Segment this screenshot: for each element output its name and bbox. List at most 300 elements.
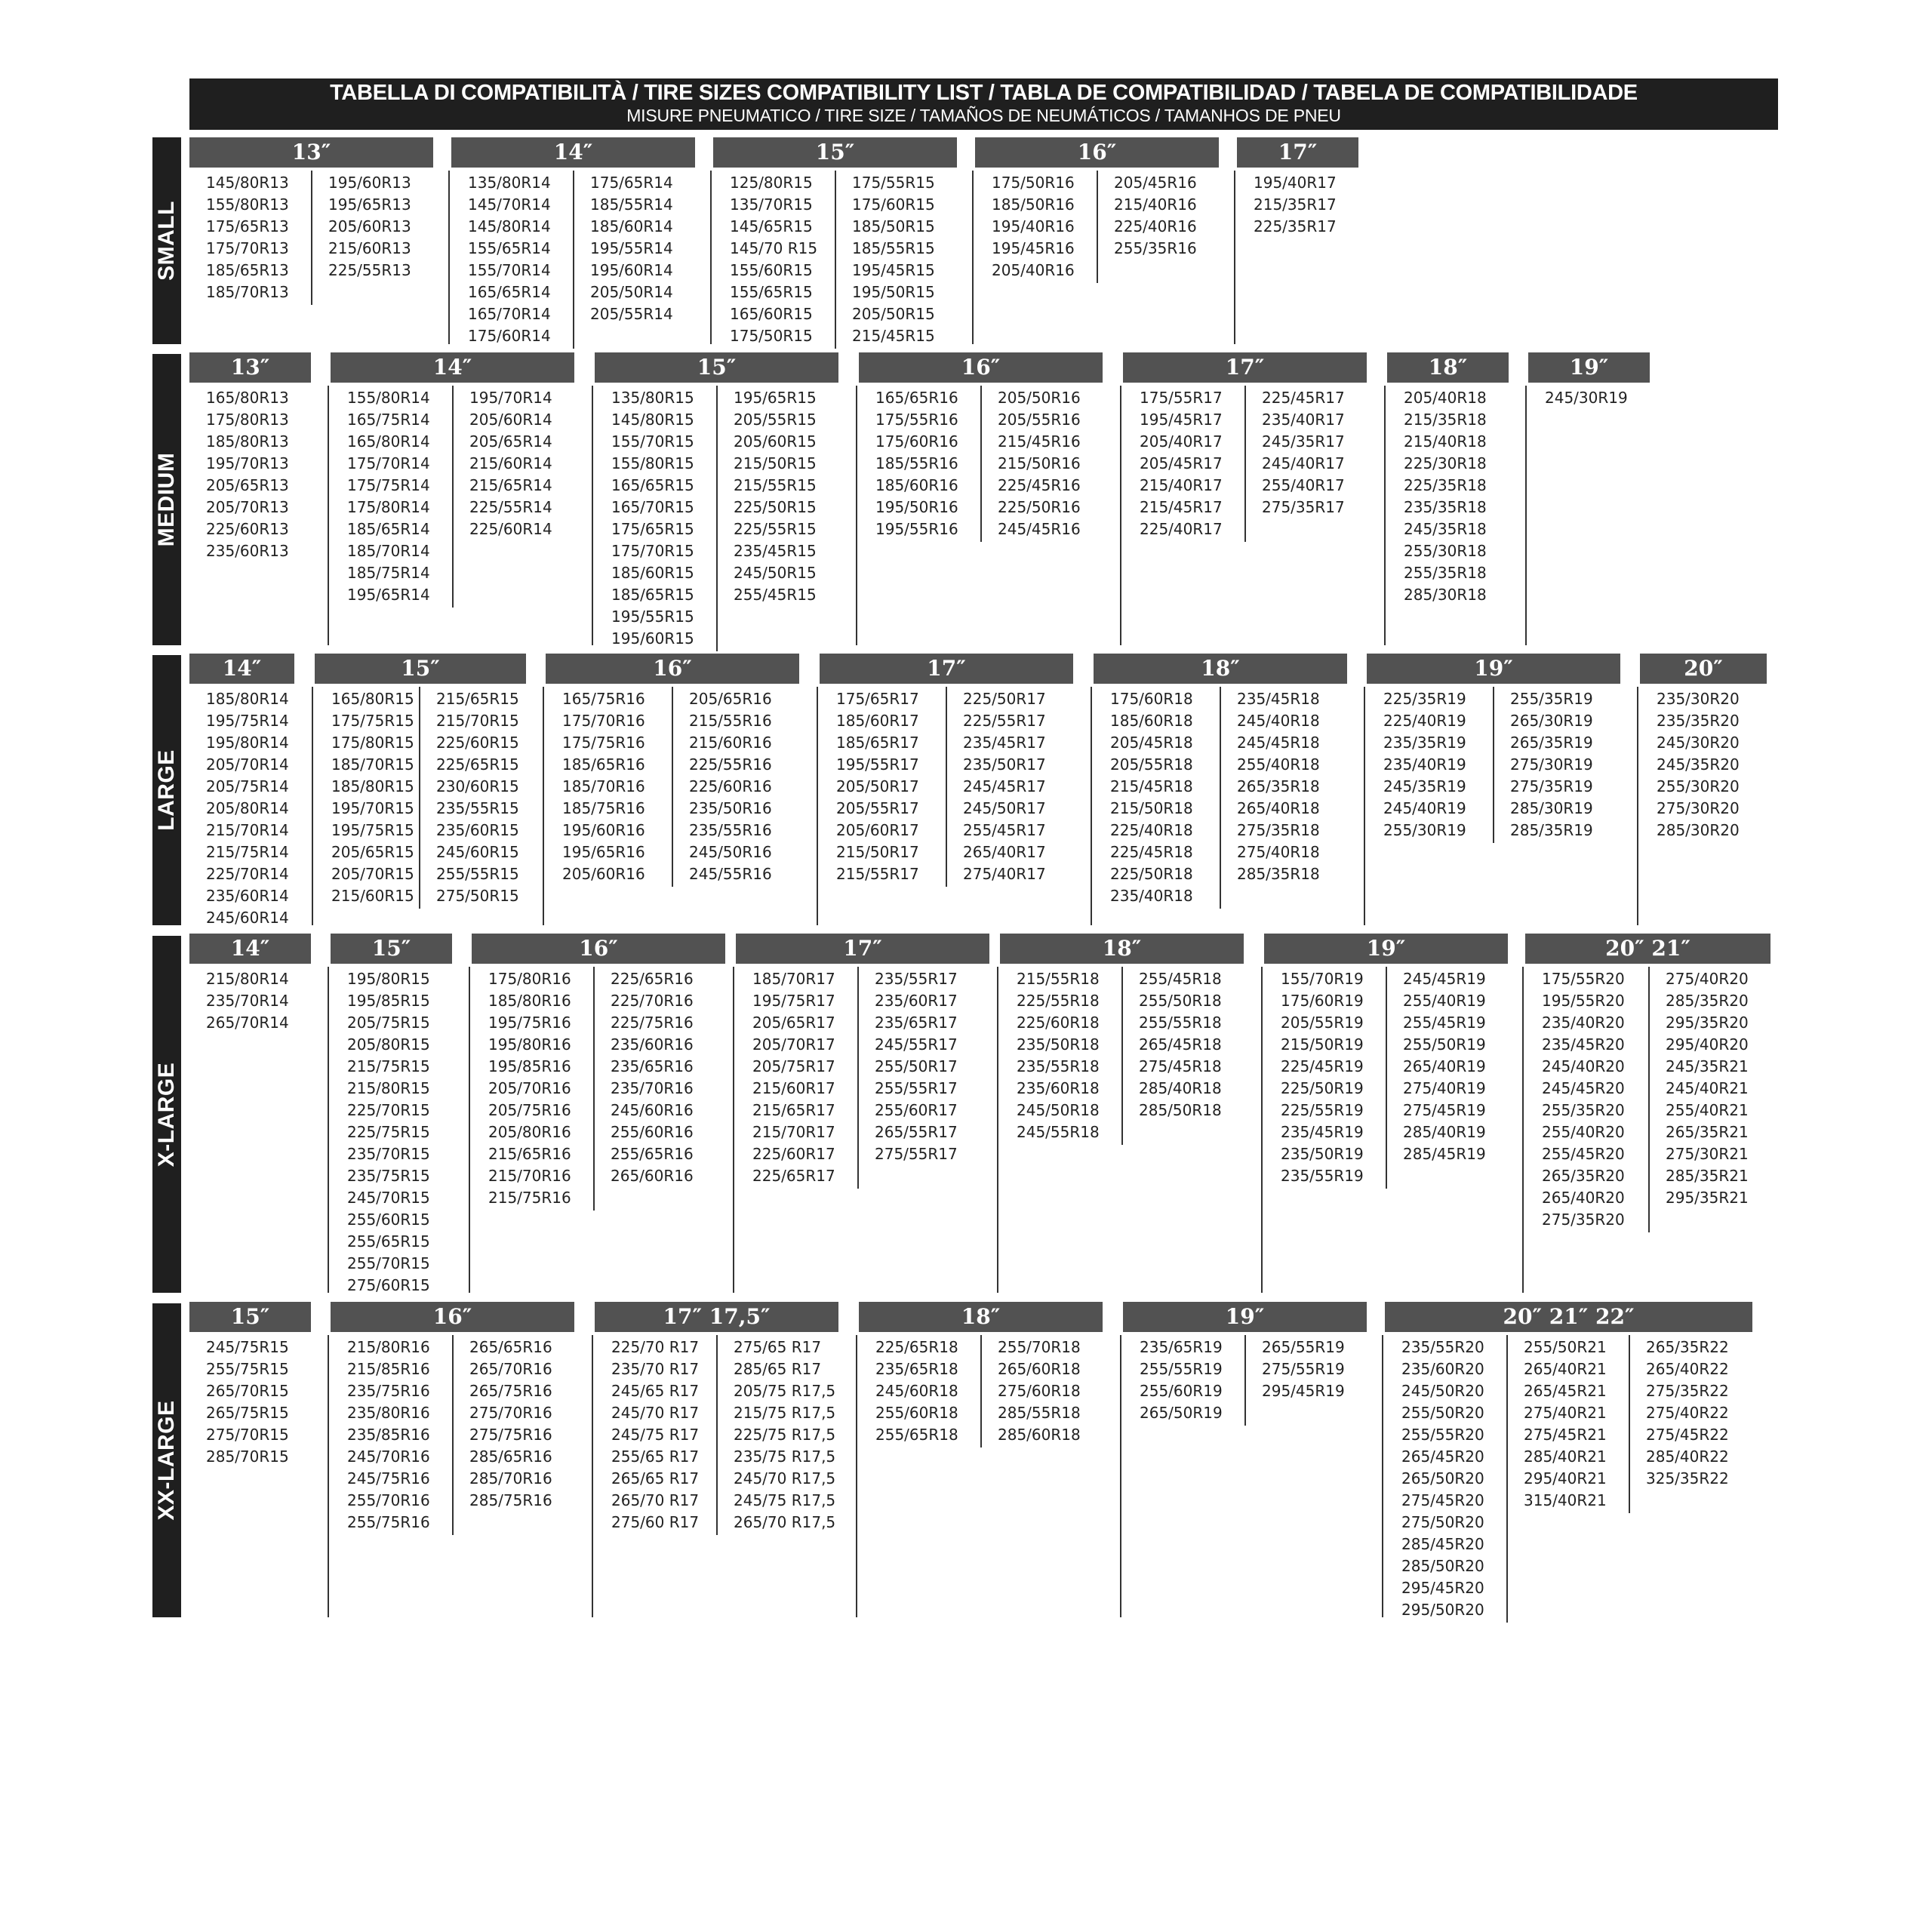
- tire-size: 265/40R20: [1542, 1189, 1625, 1207]
- tire-size: 225/45R19: [1281, 1057, 1364, 1075]
- tire-size: 235/60R17: [875, 992, 958, 1010]
- tire-size: 275/50R15: [436, 887, 519, 905]
- tire-size: 195/85R15: [347, 992, 430, 1010]
- tire-size: 245/40R18: [1237, 712, 1320, 730]
- tire-size: 285/45R20: [1401, 1535, 1484, 1553]
- tire-size: 215/45R15: [852, 327, 935, 345]
- tire-size: 175/60R18: [1110, 690, 1193, 708]
- tire-size: 255/35R20: [1542, 1101, 1625, 1119]
- tire-size: 285/50R20: [1401, 1557, 1484, 1575]
- tire-size: 265/35R21: [1666, 1123, 1749, 1141]
- tire-size: 195/55R17: [836, 755, 919, 774]
- group-divider: [1120, 1335, 1121, 1617]
- tire-size-column: [1403, 968, 1486, 1165]
- tire-size: 265/35R18: [1237, 777, 1320, 795]
- tire-size: 195/70R14: [469, 389, 552, 407]
- tire-size: 175/80R13: [206, 411, 289, 429]
- tire-size: 235/50R17: [963, 755, 1046, 774]
- rim-group-x-large: [1525, 934, 1770, 1293]
- tire-size: 215/85R16: [347, 1360, 430, 1378]
- rim-size-header: 19″: [1367, 654, 1620, 684]
- tire-size-column: [689, 688, 772, 885]
- tire-size: 255/65R18: [875, 1426, 958, 1444]
- tire-size: 275/40R17: [963, 865, 1046, 883]
- tire-size: 225/35R18: [1404, 476, 1487, 494]
- tire-size: 175/50R15: [730, 327, 813, 345]
- tire-size: 165/65R16: [875, 389, 958, 407]
- column-divider: [1220, 687, 1221, 909]
- section-label-text: LARGE: [154, 749, 179, 831]
- tire-size: 235/60R14: [206, 887, 289, 905]
- tire-size: 195/60R14: [590, 261, 673, 279]
- tire-size: 265/35R20: [1542, 1167, 1625, 1185]
- tire-size: 155/70R14: [468, 261, 551, 279]
- tire-size: 215/70R17: [752, 1123, 835, 1141]
- tire-size-column: [1545, 387, 1628, 409]
- rim-group-medium: [1528, 352, 1650, 645]
- column-divider: [1121, 967, 1123, 1145]
- tire-size: 185/65R13: [206, 261, 289, 279]
- rim-group-large: [189, 654, 294, 925]
- tire-size: 255/75R16: [347, 1513, 430, 1531]
- rim-size-header: 14″: [189, 654, 294, 684]
- rim-group-x-large: [331, 934, 452, 1293]
- tire-size: 245/45R18: [1237, 734, 1320, 752]
- tire-size: 235/60R13: [206, 542, 289, 560]
- tire-size: 275/70R16: [469, 1404, 552, 1422]
- tire-size: 245/35R18: [1404, 520, 1487, 538]
- tire-size-column: [469, 387, 552, 540]
- tire-size: 215/70R16: [488, 1167, 571, 1185]
- tire-size-column: [1524, 1337, 1607, 1512]
- rim-group-large: [315, 654, 526, 925]
- tire-size: 225/50R18: [1110, 865, 1193, 883]
- group-divider: [1120, 386, 1121, 645]
- tire-size: 275/35R19: [1510, 777, 1593, 795]
- tire-size: 275/75R16: [469, 1426, 552, 1444]
- tire-size: 255/45R18: [1139, 970, 1222, 988]
- tire-size: 235/75R15: [347, 1167, 430, 1185]
- tire-size: 205/65R14: [469, 432, 552, 451]
- tire-size: 175/70R15: [611, 542, 694, 560]
- tire-size: 175/60R15: [852, 195, 935, 214]
- tire-size: 225/60R16: [689, 777, 772, 795]
- tire-size: 295/50R20: [1401, 1601, 1484, 1619]
- tire-size: 185/70R15: [331, 755, 414, 774]
- tire-size: 265/30R19: [1510, 712, 1593, 730]
- tire-size: 275/45R19: [1403, 1101, 1486, 1119]
- tire-size-column: [1657, 688, 1740, 841]
- tire-size: 225/65R18: [875, 1338, 958, 1356]
- tire-size: 245/60R14: [206, 909, 289, 927]
- tire-size-column: [347, 387, 430, 606]
- tire-size: 205/70R15: [331, 865, 414, 883]
- tire-size: 245/70R16: [347, 1447, 430, 1466]
- tire-size: 255/35R16: [1114, 239, 1197, 257]
- tire-size: 265/60R18: [998, 1360, 1081, 1378]
- rim-size-header: 16″: [859, 352, 1103, 383]
- tire-size: 285/35R19: [1510, 821, 1593, 839]
- rim-group-large: [1094, 654, 1347, 925]
- tire-size: 205/70R13: [206, 498, 289, 516]
- tire-size: 235/40R18: [1110, 887, 1193, 905]
- column-divider: [593, 967, 595, 1211]
- tire-size: 215/65R16: [488, 1145, 571, 1163]
- tire-size: 295/45R20: [1401, 1579, 1484, 1597]
- group-divider: [710, 171, 712, 344]
- rim-group-x-large: [189, 934, 311, 1293]
- tire-size: 185/50R16: [992, 195, 1075, 214]
- tire-size: 275/35R22: [1646, 1382, 1729, 1400]
- tire-size: 215/55R16: [689, 712, 772, 730]
- tire-size: 195/70R13: [206, 454, 289, 472]
- rim-group-small: [189, 137, 433, 344]
- rim-group-medium: [1387, 352, 1509, 645]
- group-divider: [1384, 386, 1386, 645]
- tire-size: 265/70R14: [206, 1014, 289, 1032]
- tire-size: 175/70R13: [206, 239, 289, 257]
- rim-size-header: 13″: [189, 352, 311, 383]
- column-divider: [857, 967, 859, 1189]
- tire-size: 255/30R20: [1657, 777, 1740, 795]
- tire-size: 205/75 R17,5: [734, 1382, 836, 1400]
- tire-size: 255/55R19: [1140, 1360, 1223, 1378]
- tire-size: 245/45R19: [1403, 970, 1486, 988]
- tire-size: 185/70R16: [562, 777, 645, 795]
- tire-size: 265/40R19: [1403, 1057, 1486, 1075]
- tire-size: 195/60R16: [562, 821, 645, 839]
- tire-size: 165/70R15: [611, 498, 694, 516]
- tire-size: 225/30R18: [1404, 454, 1487, 472]
- tire-size: 245/35R17: [1262, 432, 1345, 451]
- group-divider: [1091, 687, 1092, 925]
- rim-size-header: 16″: [331, 1302, 574, 1332]
- tire-size: 235/80R16: [347, 1404, 430, 1422]
- tire-size-column: [562, 688, 645, 885]
- tire-size: 245/30R20: [1657, 734, 1740, 752]
- tire-size: 185/65R14: [347, 520, 430, 538]
- tire-size: 235/60R16: [611, 1035, 694, 1054]
- tire-size: 155/80R13: [206, 195, 289, 214]
- tire-size: 195/75R16: [488, 1014, 571, 1032]
- tire-size: 295/45R19: [1262, 1382, 1345, 1400]
- tire-size: 205/60R16: [562, 865, 645, 883]
- tire-size: 185/55R14: [590, 195, 673, 214]
- tire-size: 175/80R14: [347, 498, 430, 516]
- column-divider: [835, 171, 836, 349]
- tire-size: 235/65R17: [875, 1014, 958, 1032]
- tire-size: 275/45R18: [1139, 1057, 1222, 1075]
- tire-size: 205/60R17: [836, 821, 919, 839]
- rim-size-header: 17″ 17,5″: [595, 1302, 838, 1332]
- tire-size: 235/55R19: [1281, 1167, 1364, 1185]
- column-divider: [419, 687, 420, 909]
- tire-size: 125/80R15: [730, 174, 813, 192]
- tire-size: 215/65R17: [752, 1101, 835, 1119]
- tire-size: 265/45R20: [1401, 1447, 1484, 1466]
- tire-size-column: [488, 968, 571, 1209]
- tire-size-column: [852, 172, 935, 347]
- tire-size-column: [734, 387, 817, 606]
- tire-size: 235/65R18: [875, 1360, 958, 1378]
- tire-size: 285/40R19: [1403, 1123, 1486, 1141]
- tire-size: 245/40R19: [1383, 799, 1466, 817]
- group-divider: [1522, 967, 1524, 1293]
- tire-size: 265/70R16: [469, 1360, 552, 1378]
- tire-size: 185/80R13: [206, 432, 289, 451]
- tire-size: 215/40R17: [1140, 476, 1223, 494]
- tire-size: 265/70 R17,5: [734, 1513, 836, 1531]
- tire-size: 225/55R14: [469, 498, 552, 516]
- tire-size: 175/60R16: [875, 432, 958, 451]
- tire-size: 255/55R18: [1139, 1014, 1222, 1032]
- tire-size: 195/75R14: [206, 712, 289, 730]
- tire-size: 255/65R16: [611, 1145, 694, 1163]
- tire-size: 225/55R18: [1017, 992, 1100, 1010]
- tire-size: 165/65R14: [468, 283, 551, 301]
- tire-size: 255/70R18: [998, 1338, 1081, 1356]
- group-divider: [1382, 1335, 1383, 1617]
- section-label-text: X-LARGE: [154, 1062, 179, 1167]
- tire-size: 215/55R15: [734, 476, 817, 494]
- tire-size: 175/65R17: [836, 690, 919, 708]
- tire-size: 285/30R20: [1657, 821, 1740, 839]
- tire-size: 225/55R13: [328, 261, 411, 279]
- tire-size-column: [1542, 968, 1625, 1231]
- tire-size-column: [752, 968, 835, 1187]
- tire-size: 205/70R17: [752, 1035, 835, 1054]
- tire-size: 205/75R17: [752, 1057, 835, 1075]
- tire-size: 255/50R21: [1524, 1338, 1607, 1356]
- tire-size: 275/30R19: [1510, 755, 1593, 774]
- tire-size: 185/70R17: [752, 970, 835, 988]
- tire-size: 205/40R17: [1140, 432, 1223, 451]
- tire-size-column: [1139, 968, 1222, 1121]
- tire-size: 215/55R17: [836, 865, 919, 883]
- tire-size: 285/40R21: [1524, 1447, 1607, 1466]
- rim-group-xx-large: [1123, 1302, 1367, 1617]
- tire-size: 205/75R14: [206, 777, 289, 795]
- group-divider: [1234, 171, 1235, 344]
- tire-size: 245/50R20: [1401, 1382, 1484, 1400]
- rim-size-header: 18″: [1000, 934, 1244, 964]
- group-divider: [1637, 687, 1638, 925]
- tire-size-column: [1281, 968, 1364, 1187]
- column-divider: [946, 687, 947, 887]
- tire-size: 175/75R14: [347, 476, 430, 494]
- tire-size: 195/55R15: [611, 608, 694, 626]
- tire-size: 255/60R17: [875, 1101, 958, 1119]
- tire-size-column: [730, 172, 817, 347]
- rim-size-header: 18″: [859, 1302, 1103, 1332]
- tire-size: 185/60R16: [875, 476, 958, 494]
- tire-size: 235/40R19: [1383, 755, 1466, 774]
- tire-size: 245/75R16: [347, 1469, 430, 1487]
- tire-size: 195/60R15: [611, 629, 694, 648]
- table-title: TABELLA DI COMPATIBILITÀ / TIRE SIZES COMPATIBILITY LIST / TABLA DE COMPATIBILIDAD / TABELA DE COMPATIBILIDADE: [330, 81, 1638, 105]
- tire-size: 245/45R17: [963, 777, 1046, 795]
- tire-size: 175/60R19: [1281, 992, 1364, 1010]
- tire-size: 265/55R19: [1262, 1338, 1345, 1356]
- tire-size: 225/55R16: [689, 755, 772, 774]
- tire-size: 255/30R18: [1404, 542, 1487, 560]
- tire-size: 145/80R15: [611, 411, 694, 429]
- tire-size: 225/70R15: [347, 1101, 430, 1119]
- tire-size: 285/30R19: [1510, 799, 1593, 817]
- tire-size: 245/45R20: [1542, 1079, 1625, 1097]
- tire-size: 265/35R19: [1510, 734, 1593, 752]
- tire-size-column: [206, 387, 289, 562]
- tire-size: 245/75 R17,5: [734, 1491, 836, 1509]
- rim-group-x-large: [736, 934, 989, 1293]
- tire-size-column: [998, 1337, 1081, 1446]
- tire-size: 235/70R16: [611, 1079, 694, 1097]
- tire-size: 255/60R19: [1140, 1382, 1223, 1400]
- tire-size: 255/55R15: [436, 865, 519, 883]
- tire-size: 255/60R16: [611, 1123, 694, 1141]
- tire-size: 215/35R18: [1404, 411, 1487, 429]
- tire-size: 165/75R16: [562, 690, 645, 708]
- tire-size: 205/40R18: [1404, 389, 1487, 407]
- rim-group-small: [713, 137, 957, 344]
- tire-size-column: [206, 1337, 289, 1468]
- tire-size: 205/55R15: [734, 411, 817, 429]
- section-label-text: MEDIUM: [154, 452, 179, 547]
- tire-size: 235/45R15: [734, 542, 817, 560]
- tire-size: 195/65R16: [562, 843, 645, 861]
- column-divider: [1506, 1335, 1508, 1623]
- tire-size: 255/40R17: [1262, 476, 1345, 494]
- tire-size: 215/40R18: [1404, 432, 1487, 451]
- tire-size: 185/65R17: [836, 734, 919, 752]
- tire-size-column: [206, 688, 289, 929]
- group-divider: [856, 1335, 857, 1617]
- tire-size: 265/70 R17: [611, 1491, 700, 1509]
- tire-size: 275/45R21: [1524, 1426, 1607, 1444]
- tire-size: 185/75R16: [562, 799, 645, 817]
- tire-size: 245/70 R17,5: [734, 1469, 836, 1487]
- tire-size: 155/80R14: [347, 389, 430, 407]
- group-divider: [856, 386, 857, 645]
- rim-size-header: 17″: [1237, 137, 1358, 168]
- group-divider: [328, 967, 329, 1293]
- tire-size: 175/70R16: [562, 712, 645, 730]
- tire-size: 315/40R21: [1524, 1491, 1607, 1509]
- tire-size: 265/40R17: [963, 843, 1046, 861]
- tire-size: 295/35R20: [1666, 1014, 1749, 1032]
- tire-size: 215/50R17: [836, 843, 919, 861]
- tire-size: 205/45R17: [1140, 454, 1223, 472]
- tire-size: 165/70R14: [468, 305, 551, 323]
- tire-size: 255/35R18: [1404, 564, 1487, 582]
- tire-size: 155/65R15: [730, 283, 813, 301]
- tire-size-column: [992, 172, 1075, 281]
- tire-size: 255/50R19: [1403, 1035, 1486, 1054]
- tire-size: 275/65 R17: [734, 1338, 822, 1356]
- tire-size: 265/45R18: [1139, 1035, 1222, 1054]
- group-divider: [312, 687, 313, 925]
- tire-size: 175/75R15: [331, 712, 414, 730]
- rim-group-x-large: [1000, 934, 1244, 1293]
- group-divider: [997, 967, 998, 1293]
- tire-size: 235/55R16: [689, 821, 772, 839]
- tire-size: 275/60 R17: [611, 1513, 700, 1531]
- tire-size-column: [1140, 387, 1223, 540]
- tire-size: 255/65R15: [347, 1232, 430, 1251]
- tire-size: 205/55R19: [1281, 1014, 1364, 1032]
- tire-size: 195/40R16: [992, 217, 1075, 235]
- tire-size: 205/80R15: [347, 1035, 430, 1054]
- rim-size-header: 15″: [331, 934, 452, 964]
- tire-size: 185/65R16: [562, 755, 645, 774]
- tire-size: 205/40R16: [992, 261, 1075, 279]
- tire-size: 205/50R14: [590, 283, 673, 301]
- tire-size: 175/80R15: [331, 734, 414, 752]
- tire-size-column: [1510, 688, 1593, 841]
- tire-size: 265/45R21: [1524, 1382, 1607, 1400]
- tire-size: 235/30R20: [1657, 690, 1740, 708]
- rim-group-xx-large: [859, 1302, 1103, 1617]
- tire-size: 195/80R14: [206, 734, 289, 752]
- tire-size: 225/40R18: [1110, 821, 1193, 839]
- tire-size: 285/45R19: [1403, 1145, 1486, 1163]
- tire-size: 225/40R17: [1140, 520, 1223, 538]
- tire-size: 205/60R13: [328, 217, 411, 235]
- tire-size: 155/70R19: [1281, 970, 1364, 988]
- tire-size: 285/40R22: [1646, 1447, 1729, 1466]
- tire-size: 195/75R17: [752, 992, 835, 1010]
- tire-size: 185/60R18: [1110, 712, 1193, 730]
- tire-size: 195/80R15: [347, 970, 430, 988]
- tire-size: 235/55R17: [875, 970, 958, 988]
- tire-size-column: [998, 387, 1081, 540]
- rim-group-large: [1367, 654, 1620, 925]
- tire-size: 225/55R19: [1281, 1101, 1364, 1119]
- section-label-medium: [152, 354, 181, 645]
- tire-size: 185/75R14: [347, 564, 430, 582]
- rim-size-header: 19″: [1264, 934, 1508, 964]
- group-divider: [592, 1335, 593, 1617]
- tire-size: 245/35R21: [1666, 1057, 1749, 1075]
- rim-group-large: [1640, 654, 1767, 925]
- tire-size: 275/40R20: [1666, 970, 1749, 988]
- rim-size-header: 16″: [472, 934, 725, 964]
- tire-size: 225/70R14: [206, 865, 289, 883]
- section-label-text: SMALL: [154, 201, 179, 281]
- section-label-xx-large: [152, 1303, 181, 1617]
- tire-size: 255/55R17: [875, 1079, 958, 1097]
- tire-size: 235/55R15: [436, 799, 519, 817]
- tire-size: 175/65R14: [590, 174, 673, 192]
- tire-size: 175/80R16: [488, 970, 571, 988]
- tire-size: 265/65 R17: [611, 1469, 700, 1487]
- rim-group-large: [820, 654, 1073, 925]
- tire-size-column: [1262, 1337, 1345, 1402]
- column-divider: [1629, 1335, 1630, 1513]
- tire-size: 225/40R16: [1114, 217, 1197, 235]
- tire-size: 165/80R14: [347, 432, 430, 451]
- tire-size: 275/50R20: [1401, 1513, 1484, 1531]
- tire-size: 225/60R17: [752, 1145, 835, 1163]
- tire-size: 195/60R13: [328, 174, 411, 192]
- tire-size: 215/65R14: [469, 476, 552, 494]
- tire-size: 215/80R16: [347, 1338, 430, 1356]
- tire-size: 245/55R16: [689, 865, 772, 883]
- tire-size: 275/45R22: [1646, 1426, 1729, 1444]
- tire-size: 285/70R15: [206, 1447, 289, 1466]
- tire-size-column: [328, 172, 411, 281]
- tire-size: 245/50R16: [689, 843, 772, 861]
